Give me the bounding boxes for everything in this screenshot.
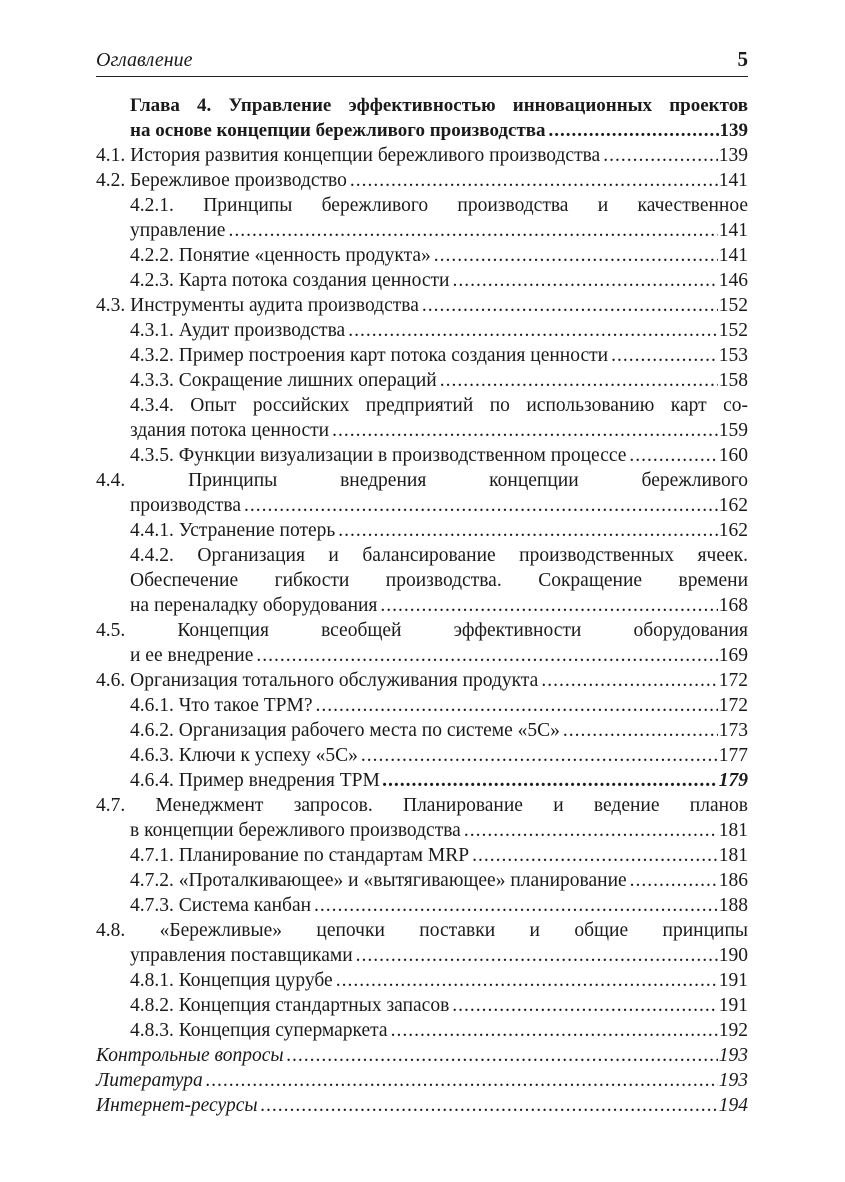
- toc-entry-line: [96, 468, 748, 493]
- toc-page-number: 172: [718, 695, 748, 716]
- dot-leader: [336, 518, 717, 543]
- toc-page-number: 192: [718, 1020, 748, 1041]
- toc-entry-text: Контрольные вопросы: [96, 1045, 284, 1066]
- toc-entry[interactable]: [96, 993, 748, 1018]
- toc-entry-text: 4.8. «Бережливые» цепочки поставки и общие принципы: [96, 920, 748, 941]
- toc-entry-text: производства: [130, 495, 242, 516]
- toc-entry[interactable]: [96, 618, 748, 668]
- toc-entry-line: [96, 993, 748, 1018]
- toc-entry[interactable]: [96, 1093, 748, 1118]
- dot-leader: [254, 643, 717, 668]
- toc-entry-text: 4.3.1. Аудит производства: [130, 320, 346, 341]
- toc-entry-line: [96, 443, 748, 468]
- dot-leader: [438, 368, 718, 393]
- toc-entry-line: [96, 343, 748, 368]
- toc-entry-text: 4.3.5. Функции визуализации в производственном процессе: [130, 445, 627, 466]
- toc-entry-line: [96, 1043, 748, 1068]
- toc-entry-text: 4.3.2. Пример построения карт потока создания ценности: [130, 345, 609, 366]
- dot-leader: [628, 868, 718, 893]
- toc-page-number: 152: [718, 320, 748, 341]
- toc-entry-text: 4.8.2. Концепция стандартных запасов: [130, 995, 450, 1016]
- dot-leader: [348, 168, 718, 193]
- toc-entry[interactable]: [96, 743, 748, 768]
- toc-entry-text: Обеспечение гибкости производства. Сокращение времени: [130, 570, 748, 591]
- toc-entry-line: [96, 368, 748, 393]
- toc-entry-line: [96, 93, 748, 118]
- toc-entry[interactable]: [96, 368, 748, 393]
- toc-entry-line: [96, 243, 748, 268]
- dot-leader: [450, 993, 717, 1018]
- toc-entry-line: [96, 718, 748, 743]
- toc-entry-line: [96, 893, 748, 918]
- toc-entry[interactable]: [96, 1043, 748, 1068]
- toc-entry-text: Интернет-ресурсы: [96, 1095, 258, 1116]
- toc-entry-line: [96, 1068, 748, 1093]
- toc-entry-text: 4.1. История развития концепции бережливого производства: [96, 145, 601, 166]
- toc-chapter-entry[interactable]: [96, 93, 748, 143]
- toc-page-number: 194: [718, 1095, 748, 1116]
- toc-page-number: 193: [718, 1070, 748, 1091]
- toc-entry[interactable]: [96, 968, 748, 993]
- toc-entry[interactable]: [96, 193, 748, 243]
- dot-leader: [378, 593, 717, 618]
- dot-leader: [226, 218, 717, 243]
- toc-entry-text: 4.7.1. Планирование по стандартам MRP: [130, 845, 470, 866]
- toc-entry-line: [96, 1018, 748, 1043]
- toc-entry-text: 4.7. Менеджмент запросов. Планирование и ведение планов: [96, 795, 748, 816]
- dot-leader: [359, 743, 718, 768]
- toc-page-number: 141: [718, 220, 748, 241]
- toc-entry-line: [96, 968, 748, 993]
- dot-leader: [389, 1018, 718, 1043]
- toc-entry-text: 4.6. Организация тотального обслуживания продукта: [96, 670, 539, 691]
- toc-page-number: 173: [718, 720, 748, 741]
- toc-page-number: 152: [718, 295, 748, 316]
- toc-entry-line: [96, 218, 748, 243]
- toc-entry[interactable]: [96, 793, 748, 843]
- toc-entry-text: Глава 4. Управление эффективностью инновационных проектов: [130, 95, 748, 116]
- toc-entry-text: 4.3. Инструменты аудита производства: [96, 295, 419, 316]
- toc-entry-text: 4.8.3. Концепция супермаркета: [130, 1020, 388, 1041]
- toc-entry[interactable]: [96, 1068, 748, 1093]
- dot-leader: [609, 343, 718, 368]
- toc-page-number: 181: [718, 820, 748, 841]
- dot-leader: [561, 718, 718, 743]
- page-number: 5: [737, 47, 748, 71]
- toc-entry-line: [96, 943, 748, 968]
- toc-entry[interactable]: [96, 318, 748, 343]
- dot-leader: [539, 668, 717, 693]
- toc-entry-line: [96, 318, 748, 343]
- toc-entry-text: управления поставщиками: [130, 945, 353, 966]
- toc-entry-text: 4.6.4. Пример внедрения TPM: [130, 770, 380, 791]
- toc-entry-text: 4.7.2. «Проталкивающее» и «вытягивающее» планирование: [130, 870, 627, 891]
- toc-entry[interactable]: [96, 718, 748, 743]
- toc-page-number: 160: [718, 445, 748, 466]
- toc-page-number: 139: [719, 120, 748, 141]
- dot-leader: [601, 143, 718, 168]
- dot-leader: [312, 893, 718, 918]
- toc-entry-text: 4.7.3. Система канбан: [130, 895, 312, 916]
- dot-leader: [346, 318, 718, 343]
- toc-page-number: 177: [718, 745, 748, 766]
- toc-entry-line: [96, 118, 748, 143]
- toc-entry-text: 4.6.3. Ключи к успеху «5С»: [130, 745, 358, 766]
- toc-page-number: 172: [718, 670, 748, 691]
- toc-entry[interactable]: [96, 143, 748, 168]
- toc-entry[interactable]: [96, 168, 748, 193]
- toc-entry-line: [96, 593, 748, 618]
- dot-leader: [259, 1093, 718, 1118]
- toc-entry-text: 4.2.2. Понятие «ценность продукта»: [130, 245, 431, 266]
- toc-entry[interactable]: [96, 893, 748, 918]
- toc-entry-line: [96, 168, 748, 193]
- toc-entry-line: [96, 768, 748, 793]
- toc-page-number: 158: [718, 370, 748, 391]
- toc-page-number: 162: [718, 520, 748, 541]
- toc-entry-line: [96, 868, 748, 893]
- dot-leader: [242, 493, 718, 518]
- toc-page-number: 169: [718, 645, 748, 666]
- toc-entry-line: [96, 693, 748, 718]
- toc-page-number: 190: [718, 945, 748, 966]
- toc-entry[interactable]: [96, 343, 748, 368]
- toc-entry-text: 4.2.3. Карта потока создания ценности: [130, 270, 450, 291]
- toc-entry[interactable]: [96, 268, 748, 293]
- table-of-contents: [96, 93, 748, 1118]
- dot-leader: [330, 418, 718, 443]
- toc-entry-line: [96, 543, 748, 568]
- toc-entry-text: 4.6.1. Что такое TPM?: [130, 695, 313, 716]
- toc-entry-text: управление: [130, 220, 226, 241]
- toc-entry[interactable]: [96, 543, 748, 618]
- toc-page-number: 141: [718, 170, 748, 191]
- toc-entry[interactable]: [96, 668, 748, 693]
- toc-page-number: 146: [718, 270, 748, 291]
- toc-entry-line: [96, 1093, 748, 1118]
- toc-page-number: 153: [718, 345, 748, 366]
- toc-page-number: 139: [718, 145, 748, 166]
- toc-page-number: 188: [718, 895, 748, 916]
- toc-page-number: 186: [718, 870, 748, 891]
- toc-entry-text: Литература: [96, 1070, 203, 1091]
- toc-entry[interactable]: [96, 768, 748, 793]
- running-header-title: Оглавление: [96, 49, 193, 71]
- toc-entry-line: [96, 818, 748, 843]
- dot-leader: [420, 293, 718, 318]
- toc-entry-line: [96, 668, 748, 693]
- toc-page-number: 159: [718, 420, 748, 441]
- toc-entry-line: [96, 393, 748, 418]
- toc-entry-text: на переналадку оборудования: [130, 595, 378, 616]
- toc-entry-line: [96, 143, 748, 168]
- toc-entry-text: 4.3.3. Сокращение лишних операций: [130, 370, 437, 391]
- toc-entry[interactable]: [96, 293, 748, 318]
- dot-leader: [547, 118, 719, 143]
- dot-leader: [381, 768, 718, 793]
- toc-entry-text: 4.6.2. Организация рабочего места по системе «5С»: [130, 720, 560, 741]
- dot-leader: [313, 693, 717, 718]
- toc-entry[interactable]: [96, 868, 748, 893]
- toc-entry-line: [96, 418, 748, 443]
- toc-entry-text: 4.3.4. Опыт российских предприятий по использованию карт со-: [130, 395, 748, 416]
- toc-entry[interactable]: [96, 843, 748, 868]
- running-header: [96, 46, 748, 77]
- toc-entry[interactable]: [96, 1018, 748, 1043]
- dot-leader: [285, 1043, 718, 1068]
- toc-entry-text: 4.2.1. Принципы бережливого производства и качественное: [130, 195, 748, 216]
- toc-entry-text: 4.4.1. Устранение потерь: [130, 520, 336, 541]
- toc-entry-text: здания потока ценности: [130, 420, 330, 441]
- toc-entry[interactable]: [96, 693, 748, 718]
- toc-entry-line: [96, 493, 748, 518]
- toc-entry-text: и ее внедрение: [130, 645, 254, 666]
- toc-entry-text: 4.8.1. Концепция цурубе: [130, 970, 333, 991]
- toc-page-number: 162: [718, 495, 748, 516]
- toc-page-number: 168: [718, 595, 748, 616]
- toc-entry-line: [96, 793, 748, 818]
- toc-entry-line: [96, 193, 748, 218]
- toc-entry[interactable]: [96, 443, 748, 468]
- toc-entry-line: [96, 918, 748, 943]
- dot-leader: [354, 943, 718, 968]
- toc-entry[interactable]: [96, 518, 748, 543]
- toc-page-number: 181: [718, 845, 748, 866]
- toc-entry-line: [96, 568, 748, 593]
- toc-entry-line: [96, 618, 748, 643]
- toc-entry-text: в концепции бережливого производства: [130, 820, 461, 841]
- dot-leader: [627, 443, 717, 468]
- toc-page-number: 179: [718, 770, 748, 791]
- toc-page-number: 193: [718, 1045, 748, 1066]
- toc-page-number: 191: [718, 970, 748, 991]
- toc-entry-line: [96, 268, 748, 293]
- dot-leader: [204, 1068, 718, 1093]
- toc-entry-line: [96, 518, 748, 543]
- toc-entry-text: на основе концепции бережливого производства: [130, 120, 546, 141]
- dot-leader: [334, 968, 718, 993]
- dot-leader: [470, 843, 718, 868]
- toc-entry[interactable]: [96, 243, 748, 268]
- toc-entry-text: 4.4. Принципы внедрения концепции бережливого: [96, 470, 748, 491]
- toc-entry[interactable]: [96, 393, 748, 443]
- toc-entry-line: [96, 643, 748, 668]
- toc-entry-text: 4.2. Бережливое производство: [96, 170, 347, 191]
- dot-leader: [450, 268, 717, 293]
- toc-page-number: 191: [718, 995, 748, 1016]
- toc-entry-text: 4.4.2. Организация и балансирование производственных ячеек.: [130, 545, 748, 566]
- toc-entry-text: 4.5. Концепция всеобщей эффективности оборудования: [96, 620, 748, 641]
- toc-page-number: 141: [718, 245, 748, 266]
- toc-entry-line: [96, 843, 748, 868]
- toc-entry[interactable]: [96, 918, 748, 968]
- toc-entry-line: [96, 743, 748, 768]
- dot-leader: [432, 243, 718, 268]
- dot-leader: [462, 818, 718, 843]
- toc-entry-line: [96, 293, 748, 318]
- toc-entry[interactable]: [96, 468, 748, 518]
